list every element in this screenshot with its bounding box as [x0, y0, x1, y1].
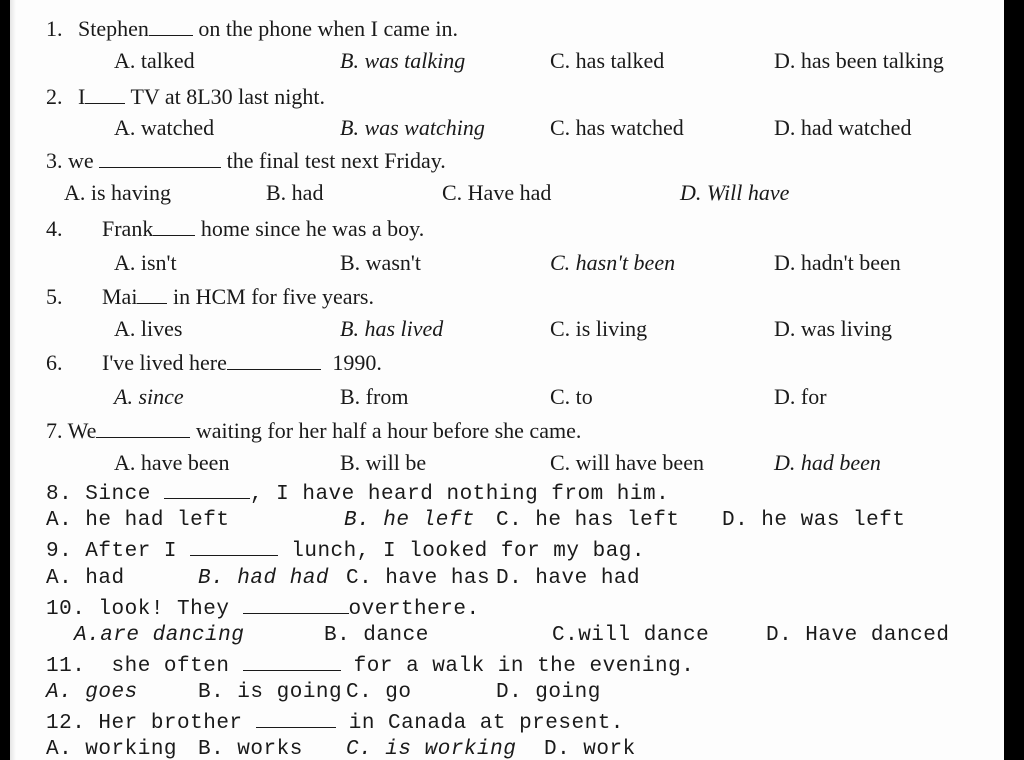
question-1: [46, 16, 458, 42]
answer-blank: [227, 351, 321, 370]
option-c: C. Have had: [442, 180, 552, 205]
question-text: in Canada at present.: [348, 712, 624, 735]
question-text: 11. she often: [46, 655, 230, 678]
question-text: waiting for her half a hour before she came.: [195, 418, 582, 443]
option-b: B. works: [198, 738, 303, 760]
option-a: A. isn't: [114, 250, 177, 275]
option-b: B. has lived: [340, 316, 444, 341]
option-d: D. he was left: [722, 509, 906, 532]
question-text: , I have heard nothing from him.: [249, 483, 670, 506]
answer-blank: [99, 149, 221, 168]
option-c: C. is living: [550, 316, 648, 341]
question-text: 9. After I: [46, 540, 178, 563]
question-text: We: [67, 418, 97, 443]
question-number: 3.: [46, 148, 63, 173]
answer-blank: [190, 537, 278, 556]
option-c: C. have has: [346, 567, 491, 590]
option-a: A. since: [114, 384, 184, 409]
option-b: B. dance: [324, 624, 429, 647]
answer-blank: [149, 17, 193, 36]
answer-blank: [85, 85, 125, 104]
option-a: A. lives: [114, 316, 183, 341]
option-b: B. was watching: [340, 115, 485, 140]
option-a: A. talked: [114, 48, 195, 73]
answer-blank: [256, 709, 336, 728]
option-c: C.will dance: [552, 624, 710, 647]
option-d: D. Have danced: [766, 624, 950, 647]
question-3: [46, 148, 446, 174]
option-a: A. goes: [46, 681, 138, 704]
option-a: A. he had left: [46, 509, 230, 532]
option-b: B. is going: [198, 681, 343, 704]
option-d: D. had watched: [774, 115, 912, 140]
question-text: we: [68, 148, 94, 173]
option-c: C. has talked: [550, 48, 665, 73]
question-text: overthere.: [348, 598, 480, 621]
option-c: C. hasn't been: [550, 250, 676, 275]
question-text: the final test next Friday.: [226, 148, 446, 173]
question-text: 10. look! They: [46, 598, 230, 621]
answer-blank: [243, 652, 341, 671]
question-7: [46, 418, 581, 444]
question-text: I: [78, 84, 86, 109]
question-text: home since he was a boy.: [200, 216, 425, 241]
question-text: TV at 8L30 last night.: [130, 84, 325, 109]
question-12: [46, 709, 624, 737]
question-number: 1.: [46, 16, 63, 41]
question-4: [46, 216, 424, 242]
option-c: C. go: [346, 681, 412, 704]
option-c: C. to: [550, 384, 593, 409]
question-number: 7.: [46, 418, 63, 443]
option-d: D. hadn't been: [774, 250, 901, 275]
option-d: D. going: [496, 681, 601, 704]
question-text: lunch, I looked for my bag.: [291, 540, 646, 563]
option-c: C. will have been: [550, 450, 704, 475]
option-d: D. has been talking: [774, 48, 944, 73]
question-10: [46, 595, 480, 623]
question-text: Mai: [102, 284, 138, 309]
option-a: A. is having: [64, 180, 171, 205]
option-b: B. from: [340, 384, 409, 409]
option-d: D. work: [544, 738, 636, 760]
option-d: D. was living: [774, 316, 892, 341]
question-text: Stephen: [78, 16, 149, 41]
option-d: D. for: [774, 384, 827, 409]
option-d: D. had been: [774, 450, 881, 475]
option-b: B. will be: [340, 450, 427, 475]
question-2: [46, 84, 325, 110]
question-text: 12. Her brother: [46, 712, 243, 735]
option-a: A. had: [46, 567, 125, 590]
question-number: 4.: [46, 216, 63, 241]
question-text: on the phone when I came in.: [198, 16, 459, 41]
answer-blank: [164, 480, 250, 499]
question-number: 2.: [46, 84, 63, 109]
question-text: 8. Since: [46, 483, 151, 506]
option-b: B. was talking: [340, 48, 466, 73]
option-d: D. have had: [496, 567, 641, 590]
answer-blank: [243, 595, 349, 614]
option-c: C. he has left: [496, 509, 680, 532]
option-a: A. have been: [114, 450, 230, 475]
question-text: in HCM for five years.: [172, 284, 374, 309]
option-b: B. he left: [344, 509, 476, 532]
question-9: [46, 537, 645, 565]
question-text: 1990.: [332, 350, 382, 375]
question-8: [46, 480, 669, 508]
option-b: B. had: [266, 180, 324, 205]
question-number: 5.: [46, 284, 63, 309]
option-a: A. working: [46, 738, 178, 760]
question-5: [46, 284, 374, 310]
worksheet: [10, 0, 1004, 760]
question-number: 6.: [46, 350, 63, 375]
option-b: B. wasn't: [340, 250, 421, 275]
question-text: for a walk in the evening.: [353, 655, 695, 678]
question-text: Frank: [102, 216, 154, 241]
answer-blank: [137, 285, 167, 304]
answer-blank: [153, 217, 195, 236]
option-a: A. watched: [114, 115, 215, 140]
question-text: I've lived here: [102, 350, 227, 375]
question-6: [46, 350, 382, 376]
option-c: C. has watched: [550, 115, 684, 140]
option-d: D. Will have: [680, 180, 790, 205]
question-11: [46, 652, 694, 680]
option-b: B. had had: [198, 567, 330, 590]
option-a: A.are dancing: [74, 624, 245, 647]
option-c: C. is working: [346, 738, 517, 760]
answer-blank: [96, 419, 190, 438]
